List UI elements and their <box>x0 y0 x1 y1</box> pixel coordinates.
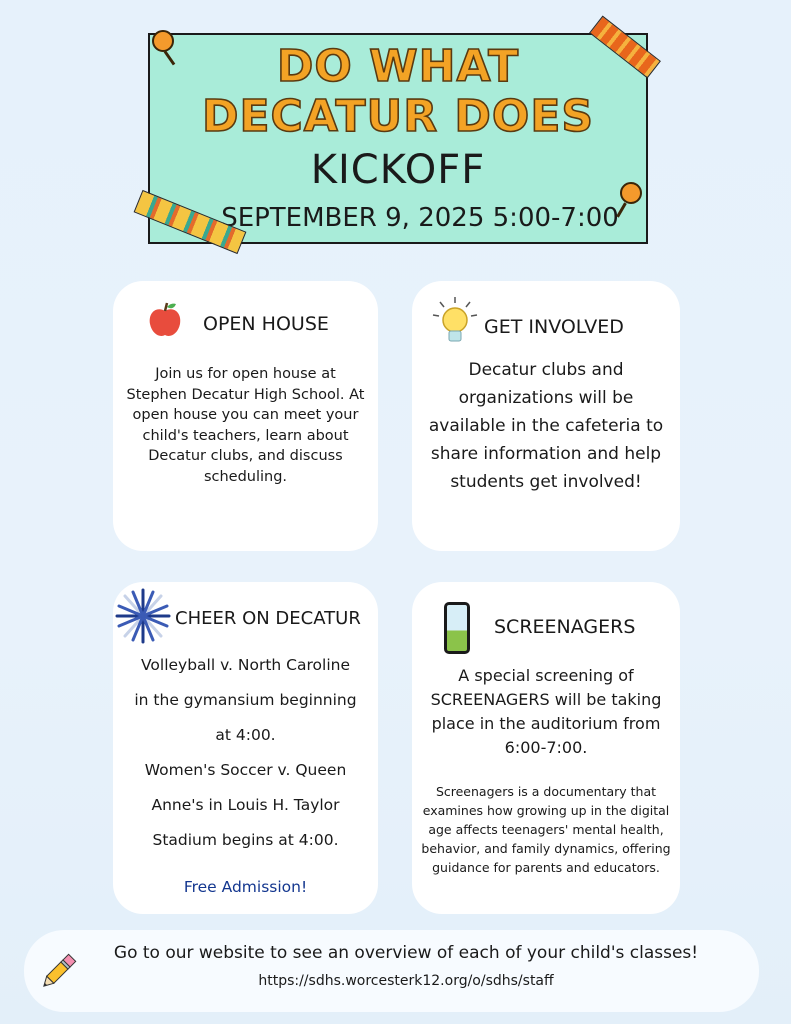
cheer-line: Anne's in Louis H. Taylor <box>151 796 340 814</box>
pushpin-icon <box>620 182 642 204</box>
cheer-line: Women's Soccer v. Queen <box>144 761 347 779</box>
screenagers-detail-text: Screenagers is a documentary that examines how growing up in the digital age affects teenagers' mental health, behavior, and family dynamics, offering guidance for parents and educators. <box>421 784 671 875</box>
cheer-line: at 4:00. <box>215 726 276 744</box>
open-house-description: Join us for open house at Stephen Decatur High School. At open house you can meet your child's teachers, learn about Decatur clubs, and discuss scheduling. <box>126 366 365 485</box>
cheer-card <box>113 582 378 914</box>
cheer-line: Stadium begins at 4:00. <box>152 831 339 849</box>
staff-website-link[interactable]: https://sdhs.worcesterk12.org/o/sdhs/staff <box>258 973 554 989</box>
event-banner <box>148 33 648 244</box>
get-involved-card <box>412 281 680 551</box>
free-admission-note: Free Admission! <box>183 878 308 896</box>
open-house-title: OPEN HOUSE <box>203 313 329 335</box>
cheer-title: CHEER ON DECATUR <box>175 608 361 629</box>
website-footer <box>24 930 759 1012</box>
apple-icon <box>145 300 185 340</box>
pompom-icon <box>113 586 173 646</box>
phone-icon <box>444 602 470 654</box>
open-house-card <box>113 281 378 551</box>
screenagers-main-text: A special screening of SCREENAGERS will be taking place in the auditorium from 6:00-7:00. <box>430 666 662 757</box>
screenagers-card <box>412 582 680 914</box>
get-involved-title: GET INVOLVED <box>484 316 624 338</box>
banner-subtitle: KICKOFF <box>310 147 486 193</box>
get-involved-description: Decatur clubs and organizations will be available in the cafeteria to share information and help students get involved! <box>428 360 664 492</box>
event-date: SEPTEMBER 9, 2025 5:00-7:00 <box>221 203 619 233</box>
screenagers-title: SCREENAGERS <box>494 616 636 638</box>
lightbulb-icon <box>430 295 480 349</box>
cheer-details <box>121 654 370 864</box>
pushpin-icon <box>152 30 174 52</box>
banner-title-line1: DO WHAT <box>276 41 520 92</box>
cheer-line: in the gymansium beginning <box>134 691 357 709</box>
banner-title-line2: DECATUR DOES <box>201 91 595 142</box>
cheer-line: Volleyball v. North Caroline <box>141 656 350 674</box>
footer-message: Go to our website to see an overview of each of your child's classes! <box>113 943 699 963</box>
